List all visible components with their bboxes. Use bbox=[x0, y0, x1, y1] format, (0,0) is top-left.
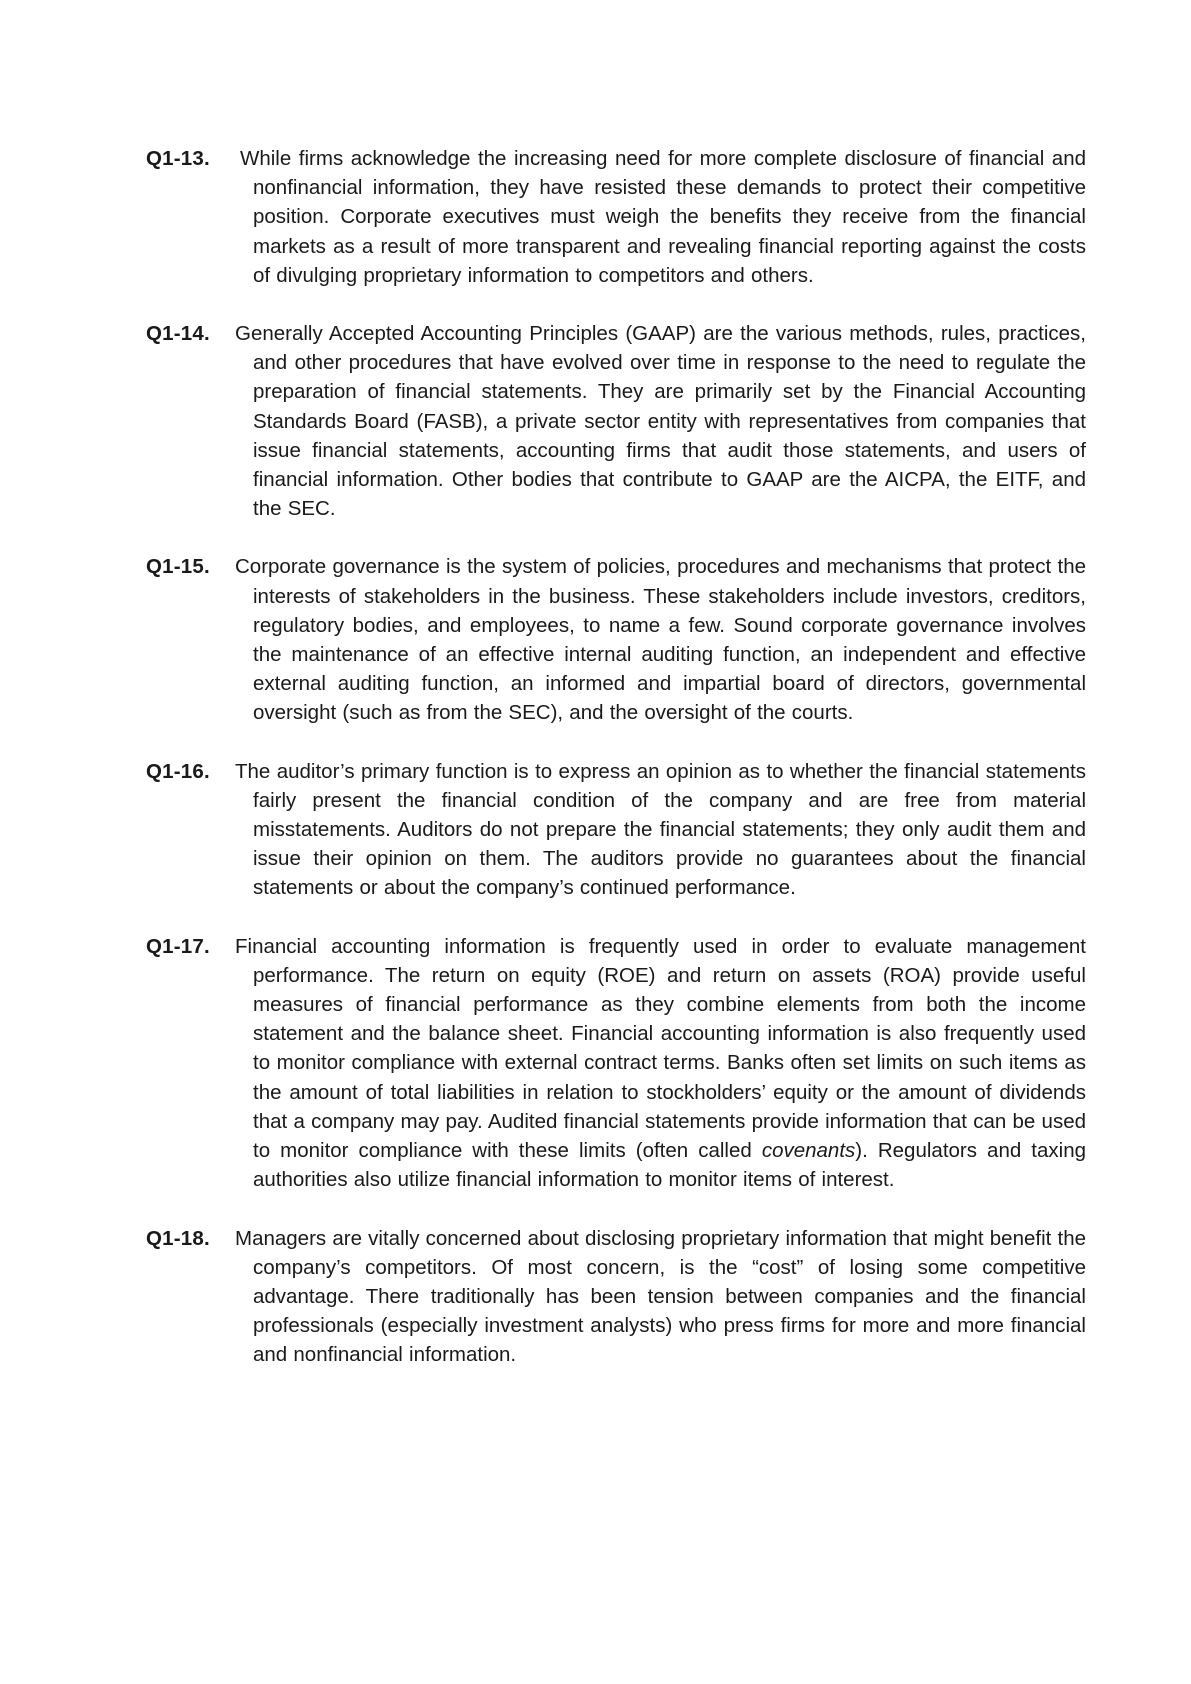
qa-item-q1-13 bbox=[146, 144, 1086, 290]
answer-text: The auditor’s primary function is to express an opinion as to whether the financial statements fairly present the financial condition of the company and are free from material misstatements. Auditors do not prepare the financial statements; they only audit them and issue their opinion on them. The auditors provide no guarantees about the financial statements or about the company’s continued performance. bbox=[235, 759, 1086, 900]
answer-text: Managers are vitally concerned about disclosing proprietary information that might benefit the company’s competitors. Of most concern, is the “cost” of losing some competitive advantage. There traditionally has been tension between companies and the financial professionals (especially investment analysts) who press firms for more and more financial and nonfinancial information. bbox=[235, 1226, 1087, 1367]
answer-text: While firms acknowledge the increasing need for more complete disclosure of financial and nonfinancial information, they have resisted these demands to protect their competitive position. Corporate executives must weigh the benefits they receive from the financial markets as a result of more transparent and revealing financial reporting against the costs of divulging proprietary information to competitors and others. bbox=[240, 147, 1086, 287]
emphasized-term: covenants bbox=[761, 1139, 856, 1163]
answer-text: Corporate governance is the system of policies, procedures and mechanisms that protect the interests of stakeholders in the business. These stakeholders include investors, creditors, regulatory bodies, and employees, to name a few. Sound corporate governance involves the maintenance of an effective internal auditing function, an independent and effective external auditing function, an informed and impartial board of directors, governmental oversight (such as from the SEC), and the oversight of the courts. bbox=[235, 555, 1086, 725]
question-label: Q1-14. bbox=[146, 322, 210, 346]
answer-text: Generally Accepted Accounting Principles (GAAP) are the various methods, rules, practices, and other procedures that have evolved over time in response to the need to regulate the preparation of financial statements. They are primarily set by the Financial Accounting Standards Board (FASB), a private sector entity with representatives from companies that issue financial statements, accounting firms that audit those statements, and users of financial information. Other bodies that contribute to GAAP are the AICPA, the EITF, and the SEC. bbox=[235, 322, 1086, 521]
answer-text-part: ). Regulators and taxing authorities also utilize financial information to monitor items of interest. bbox=[253, 1139, 1086, 1192]
qa-item-q1-17 bbox=[146, 932, 1086, 1195]
question-label: Q1-13. bbox=[146, 147, 210, 170]
qa-item-q1-14 bbox=[146, 319, 1086, 523]
qa-item-q1-16 bbox=[146, 757, 1086, 903]
qa-item-q1-18 bbox=[146, 1224, 1086, 1370]
qa-item-q1-15 bbox=[146, 552, 1086, 727]
question-label: Q1-18. bbox=[146, 1226, 210, 1250]
question-label: Q1-16. bbox=[146, 759, 210, 783]
question-answer-list bbox=[146, 144, 1086, 1399]
answer-text bbox=[146, 932, 1086, 1195]
answer-text-part: Financial accounting information is frequently used in order to evaluate management performance. The return on equity (ROE) and return on assets (ROA) provide useful measures of financial performance as they combine elements from both the income statement and the balance sheet. Financial accounting information is also frequently used to monitor compliance with external contract terms. Banks often set limits on such items as the amount of total liabilities in relation to stockholders’ equity or the amount of dividends that a company may pay. Audited financial statements provide information that can be used to monitor compliance with these limits (often called bbox=[235, 934, 1086, 1163]
question-label: Q1-15. bbox=[146, 555, 210, 579]
question-label: Q1-17. bbox=[146, 934, 210, 958]
